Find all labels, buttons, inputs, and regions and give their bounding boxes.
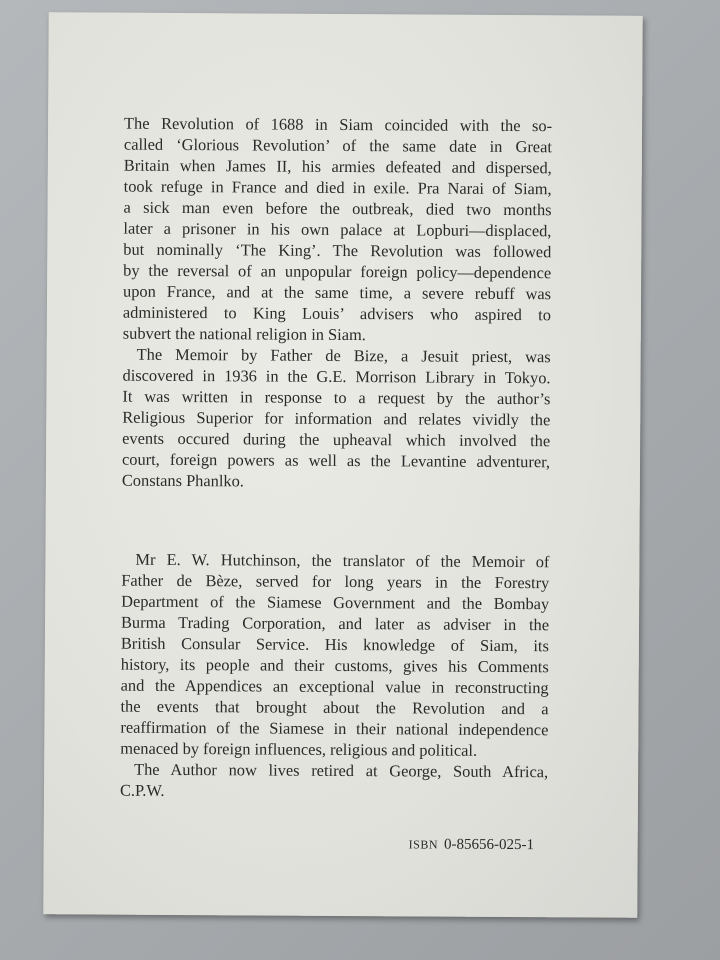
paragraph-gap xyxy=(121,491,549,552)
text-line: The Memoir by Father de Bize, a Jesuit priest, was xyxy=(136,344,551,367)
text-line: reaffirmation of the Siamese in their national independence xyxy=(120,717,549,740)
text-line: the events that brought about the Revolution and a xyxy=(120,696,549,719)
text-line: a sick man even before the outbreak, died two months xyxy=(123,197,552,220)
text-line: British Consular Service. His knowledge of Siam, its xyxy=(120,633,549,656)
text-line: later a prisoner in his own palace at Lopburi—displaced, xyxy=(123,218,552,241)
text-line: Department of the Siamese Government and the Bombay xyxy=(121,591,550,614)
text-line: Burma Trading Corporation, and later as adviser in the xyxy=(120,612,550,635)
text-line: It was written in response to a request by the author’s xyxy=(122,386,551,409)
blurb-text xyxy=(120,113,552,804)
book-back-cover xyxy=(43,12,642,918)
paragraph xyxy=(120,759,548,804)
text-line: administered to King Louis’ advisers who aspired to xyxy=(122,302,551,325)
text-line: discovered in 1936 in the G.E. Morrison Library in Tokyo. xyxy=(122,365,551,388)
text-line: Mr E. W. Hutchinson, the translator of the Memoir of xyxy=(135,549,550,572)
isbn-number: 0-85656-025-1 xyxy=(443,836,535,854)
paragraph xyxy=(122,344,551,494)
text-line: by the reversal of an unpopular foreign policy—dependence xyxy=(123,260,552,283)
isbn xyxy=(409,836,534,854)
text-line: called ‘Glorious Revolution’ of the same date in Great xyxy=(123,134,553,157)
text-line: menaced by foreign influences, religious and political. xyxy=(120,738,478,760)
text-line: upon France, and at the same time, a severe rebuff was xyxy=(122,281,552,304)
paragraph xyxy=(123,113,552,347)
text-line: C.P.W. xyxy=(119,780,165,800)
isbn-label: ISBN xyxy=(408,837,439,852)
text-line: subvert the national religion in Siam. xyxy=(122,323,366,345)
text-line: and the Appendices an exceptional value in reconstructing xyxy=(120,675,549,698)
text-line: The Author now lives retired at George, South Africa, xyxy=(134,759,549,782)
text-line: Constans Phanlko. xyxy=(121,470,244,491)
text-line: court, foreign powers as well as the Levantine adventurer, xyxy=(121,449,551,472)
text-line: Father de Bèze, served for long years in the Forestry xyxy=(121,570,550,593)
paragraph xyxy=(120,549,549,762)
text-line: Religious Superior for information and relates vividly the xyxy=(122,407,551,430)
text-line: took refuge in France and died in exile. Pra Narai of Siam, xyxy=(123,176,552,199)
text-line: Britain when James II, his armies defeated and dispersed, xyxy=(123,155,552,178)
text-line: events occured during the upheaval which involved the xyxy=(122,428,551,451)
text-line: history, its people and their customs, gives his Comments xyxy=(120,654,549,677)
text-line: but nominally ‘The King’. The Revolution was followed xyxy=(123,239,552,262)
text-line: The Revolution of 1688 in Siam coincided with the so- xyxy=(124,113,553,136)
